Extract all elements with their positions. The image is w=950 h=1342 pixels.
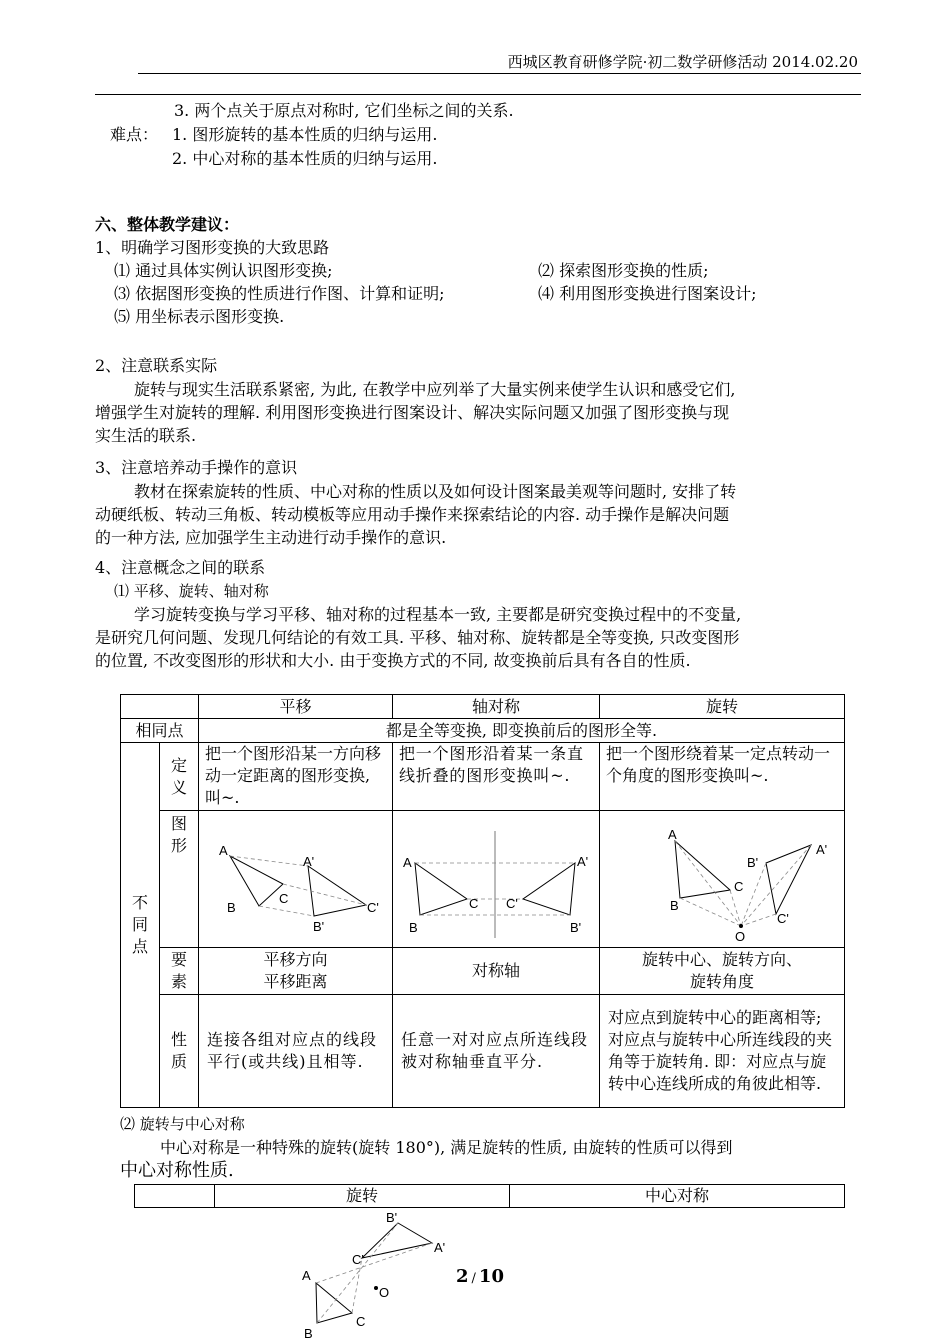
def-rotate: 把一个图形绕着某一定点转动一个角度的图形变换叫~. — [600, 743, 845, 811]
header-rule-top — [138, 73, 861, 74]
elem-rotate-2: 旋转角度 — [689, 972, 754, 991]
cs-label-A: A — [302, 1268, 311, 1283]
cs-label-B: B — [304, 1326, 313, 1341]
t-label-A1: A' — [303, 854, 315, 869]
r-label-C1: C' — [506, 896, 518, 911]
s1-item-4: ⑷ 利用图形变换进行图案设计; — [538, 284, 757, 303]
diff-label-text: 不同点 — [132, 893, 149, 956]
page-current: 2 — [456, 1266, 469, 1287]
corner-cell — [121, 695, 199, 719]
center-symmetry-figure — [290, 1208, 460, 1342]
fig-label — [160, 811, 199, 948]
rotate-figure — [600, 811, 843, 941]
header-reflect: 轴对称 — [393, 695, 600, 719]
t-label-B: B — [227, 900, 236, 915]
s3-line-1: 教材在探索旋转的性质、中心对称的性质以及如何设计图案最美观等问题时, 安排了转 — [134, 482, 737, 501]
def-reflect: 把一个图形沿着某一条直线折叠的图形变换叫~. — [393, 743, 600, 811]
prop-translate: 连接各组对应点的线段平行(或共线)且相等. — [199, 995, 393, 1108]
elem-reflect: 对称轴 — [393, 948, 600, 995]
header-rule-bottom — [95, 94, 861, 95]
t-label-C: C — [279, 891, 289, 906]
s2-title: 2、注意联系实际 — [95, 356, 218, 375]
difficulty-2: 2. 中心对称的基本性质的归纳与运用. — [172, 149, 438, 168]
same-text: 都是全等变换, 即变换前后的图形全等. — [199, 719, 845, 743]
page-number — [456, 1266, 504, 1287]
cs-label-C1: C' — [352, 1252, 364, 1267]
s4-title: 4、注意概念之间的联系 — [95, 558, 266, 577]
cs-label-A1: A' — [434, 1240, 446, 1255]
diff-label — [121, 743, 160, 1108]
page-sep: / — [471, 1271, 476, 1286]
difficulty-label: 难点： — [110, 125, 159, 144]
s1-item-2: ⑵ 探索图形变换的性质; — [538, 261, 709, 280]
s2-line-1: 旋转与现实生活联系紧密, 为此, 在教学中应列举了大量实例来使学生认识和感受它们, — [134, 380, 736, 399]
t2-header-rotate: 旋转 — [215, 1185, 510, 1208]
rot-label-C: C — [734, 879, 744, 894]
s3-title: 3、注意培养动手操作的意识 — [95, 458, 298, 477]
cs-label-C: C — [356, 1314, 366, 1329]
r-label-B: B — [409, 920, 418, 935]
translate-figure — [199, 811, 391, 941]
elem-rotate-1: 旋转中心、旋转方向、 — [641, 950, 802, 969]
s1-item-3: ⑶ 依据图形变换的性质进行作图、计算和证明; — [114, 284, 445, 303]
cs-label-O: O — [379, 1285, 390, 1300]
cs-label-B1: B' — [386, 1210, 398, 1225]
rot-label-C1: C' — [777, 911, 789, 926]
reflect-figure — [393, 811, 598, 941]
sub2-line-2: 中心对称性质. — [120, 1160, 234, 1181]
def-label — [160, 743, 199, 811]
elem-translate — [199, 948, 393, 995]
s4-sub1: ⑴ 平移、旋转、轴对称 — [114, 582, 269, 600]
s1-item-5: ⑸ 用坐标表示图形变换. — [114, 307, 285, 326]
s4-line-2: 是研究几何问题、发现几何结论的有效工具. 平移、轴对称、旋转都是全等变换, 只改变图形 — [95, 628, 740, 647]
rot-label-B: B — [670, 898, 679, 913]
t2-header-center: 中心对称 — [510, 1185, 845, 1208]
s4-line-3: 的位置, 不改变图形的形状和大小. 由于变换方式的不同, 故变换前后具有各自的性质. — [95, 651, 691, 670]
fig-reflect — [393, 811, 600, 948]
s1-title: 1、明确学习图形变换的大致思路 — [95, 238, 330, 257]
def-label-text: 定义 — [171, 755, 188, 797]
sub2-line-1: 中心对称是一种特殊的旋转(旋转 180°), 满足旋转的性质, 由旋转的性质可以得到 — [160, 1138, 733, 1157]
elem-translate-2: 平移距离 — [263, 972, 328, 991]
t-label-C1: C' — [367, 900, 379, 915]
fig-label-text: 图形 — [171, 814, 188, 855]
fig-rotate — [600, 811, 845, 948]
comparison-table — [120, 694, 845, 1108]
page-header: 西城区教育研修学院·初二数学研修活动 2014.02.20 — [507, 53, 858, 71]
elem-rotate — [600, 948, 845, 995]
rotation-center-table — [134, 1184, 845, 1208]
s3-line-2: 动硬纸板、转动三角板、转动模板等应用动手操作来探索结论的内容. 动手操作是解决问题 — [95, 505, 730, 524]
s4-line-1: 学习旋转变换与学习平移、轴对称的过程基本一致, 主要都是研究变换过程中的不变量, — [134, 605, 742, 624]
s3-line-3: 的一种方法, 应加强学生主动进行动手操作的意识. — [95, 528, 447, 547]
sub2-title: ⑵ 旋转与中心对称 — [120, 1115, 245, 1133]
section-6-title: 六、整体教学建议： — [95, 215, 240, 234]
s2-line-3: 实生活的联系. — [95, 426, 197, 445]
rot-label-B1: B' — [747, 855, 759, 870]
prop-label-text: 性质 — [171, 1030, 188, 1071]
t2-corner — [135, 1185, 215, 1208]
elem-translate-1: 平移方向 — [263, 950, 328, 969]
fig-translate — [199, 811, 393, 948]
r-label-A: A — [403, 855, 412, 870]
difficulty-1: 1. 图形旋转的基本性质的归纳与运用. — [172, 125, 438, 144]
t-label-A: A — [219, 843, 228, 858]
t-label-B1: B' — [313, 919, 325, 934]
elem-label-text: 要素 — [171, 950, 188, 991]
s2-line-2: 增强学生对旋转的理解. 利用图形变换进行图案设计、解决实际问题又加强了图形变换与现 — [95, 403, 730, 422]
key-point-3: 3. 两个点关于原点对称时, 它们坐标之间的关系. — [174, 101, 514, 120]
r-label-C: C — [469, 896, 479, 911]
prop-reflect: 任意一对对应点所连线段被对称轴垂直平分. — [393, 995, 600, 1108]
r-label-B1: B' — [570, 920, 582, 935]
header-rotate: 旋转 — [600, 695, 845, 719]
elem-label — [160, 948, 199, 995]
rot-label-O: O — [735, 929, 746, 941]
page-total: 10 — [478, 1266, 504, 1287]
s1-item-1: ⑴ 通过具体实例认识图形变换; — [114, 261, 333, 280]
same-label: 相同点 — [121, 719, 199, 743]
prop-rotate: 对应点到旋转中心的距离相等; 对应点与旋转中心所连线段的夹角等于旋转角. 即：对应点与旋转中心连线所成的角彼此相等. — [600, 995, 845, 1108]
prop-label — [160, 995, 199, 1108]
header-translate: 平移 — [199, 695, 393, 719]
def-translate: 把一个图形沿某一方向移动一定距离的图形变换, 叫~. — [199, 743, 393, 811]
rot-label-A: A — [668, 827, 677, 842]
r-label-A1: A' — [577, 854, 589, 869]
rot-label-A1: A' — [816, 842, 828, 857]
